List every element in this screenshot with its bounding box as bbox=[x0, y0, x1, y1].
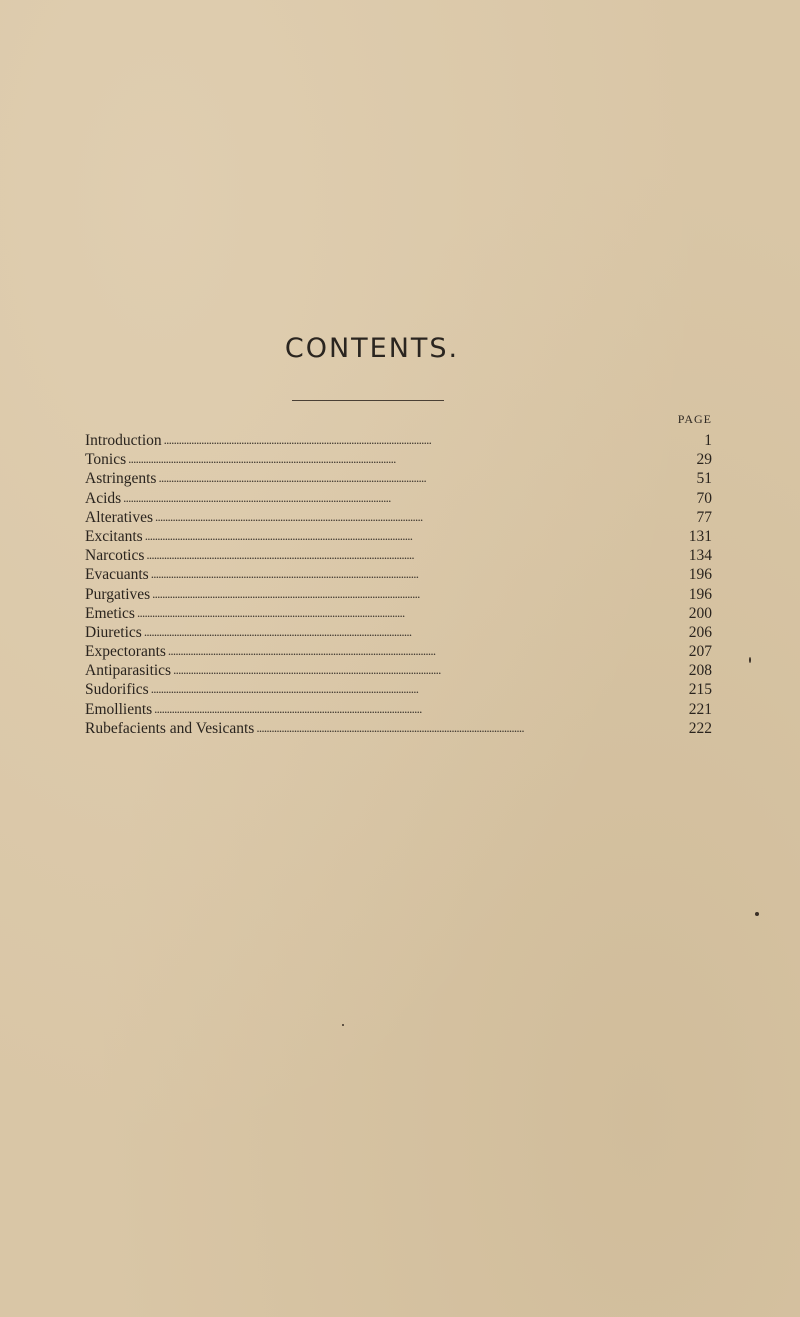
dot-leader bbox=[173, 660, 687, 679]
toc-entry-title: Sudorifics bbox=[85, 681, 149, 699]
page-column-label: PAGE bbox=[677, 412, 712, 426]
toc-entry-title: Introduction bbox=[85, 432, 162, 449]
dot-leader bbox=[151, 564, 687, 583]
dot-leader bbox=[137, 603, 687, 622]
toc-entry-page: 131 bbox=[688, 527, 712, 545]
toc-entry-page: 207 bbox=[688, 643, 712, 661]
dot-leader bbox=[155, 507, 694, 526]
toc-entry-title: Excitants bbox=[85, 527, 143, 545]
toc-entry-title: Alteratives bbox=[85, 508, 154, 526]
paper-speck bbox=[749, 657, 751, 663]
dot-leader bbox=[152, 584, 687, 603]
toc-entry-title: Tonics bbox=[85, 451, 127, 469]
toc-entry bbox=[85, 661, 712, 680]
toc-entry bbox=[85, 450, 712, 469]
toc-entry-page: 1 bbox=[704, 432, 712, 449]
toc-entry bbox=[85, 469, 712, 488]
toc-entry bbox=[85, 585, 712, 604]
toc-entry-title: Purgatives bbox=[85, 585, 151, 603]
toc-entry-title: Diuretics bbox=[85, 623, 142, 641]
paper-speck bbox=[342, 1024, 344, 1026]
toc-entry bbox=[85, 700, 712, 719]
toc-entry bbox=[85, 680, 712, 699]
dot-leader bbox=[154, 699, 687, 718]
toc-entry-title: Antiparasitics bbox=[85, 662, 172, 680]
toc-entry bbox=[85, 489, 712, 508]
toc-entry-page: 196 bbox=[688, 585, 712, 603]
toc-entry bbox=[85, 623, 712, 642]
title-rule bbox=[292, 400, 444, 401]
toc-entry bbox=[85, 431, 712, 450]
toc-entry-title: Astringents bbox=[85, 470, 157, 488]
toc-entry bbox=[85, 546, 712, 565]
toc-entry-page: 222 bbox=[688, 719, 712, 737]
dot-leader bbox=[128, 449, 694, 468]
toc-entry bbox=[85, 642, 712, 661]
dot-leader bbox=[168, 641, 687, 660]
paper-speck bbox=[755, 912, 759, 916]
dot-leader bbox=[151, 679, 687, 698]
toc-entry-title: Acids bbox=[85, 489, 122, 507]
toc-entry-title: Expectorants bbox=[85, 643, 166, 661]
toc-entry-title: Emollients bbox=[85, 700, 153, 718]
dot-leader bbox=[123, 488, 694, 507]
table-of-contents bbox=[85, 431, 712, 738]
toc-entry-title: Narcotics bbox=[85, 547, 145, 565]
dot-leader bbox=[146, 545, 686, 564]
dot-leader bbox=[158, 468, 694, 487]
dot-leader bbox=[256, 718, 686, 737]
toc-entry bbox=[85, 527, 712, 546]
toc-entry-title: Rubefacients and Vesicants bbox=[85, 719, 255, 737]
dot-leader bbox=[144, 622, 687, 641]
dot-leader bbox=[145, 526, 687, 545]
toc-entry bbox=[85, 604, 712, 623]
toc-entry-page: 206 bbox=[688, 623, 712, 641]
toc-entry bbox=[85, 508, 712, 527]
toc-entry-page: 208 bbox=[688, 662, 712, 680]
toc-entry-page: 215 bbox=[688, 681, 712, 699]
toc-entry-title: Emetics bbox=[85, 604, 135, 622]
toc-entry-page: 196 bbox=[688, 566, 712, 584]
toc-entry-title: Evacuants bbox=[85, 566, 149, 584]
toc-entry-page: 200 bbox=[688, 604, 712, 622]
toc-entry-page: 134 bbox=[688, 547, 712, 565]
page-title: CONTENTS. bbox=[284, 333, 460, 364]
toc-entry-page: 29 bbox=[696, 451, 712, 469]
dot-leader bbox=[164, 430, 703, 449]
toc-entry-page: 70 bbox=[696, 489, 712, 507]
toc-entry bbox=[85, 719, 712, 738]
toc-entry-page: 77 bbox=[696, 508, 712, 526]
toc-entry-page: 221 bbox=[688, 700, 712, 718]
toc-entry bbox=[85, 565, 712, 584]
toc-entry-page: 51 bbox=[696, 470, 712, 488]
